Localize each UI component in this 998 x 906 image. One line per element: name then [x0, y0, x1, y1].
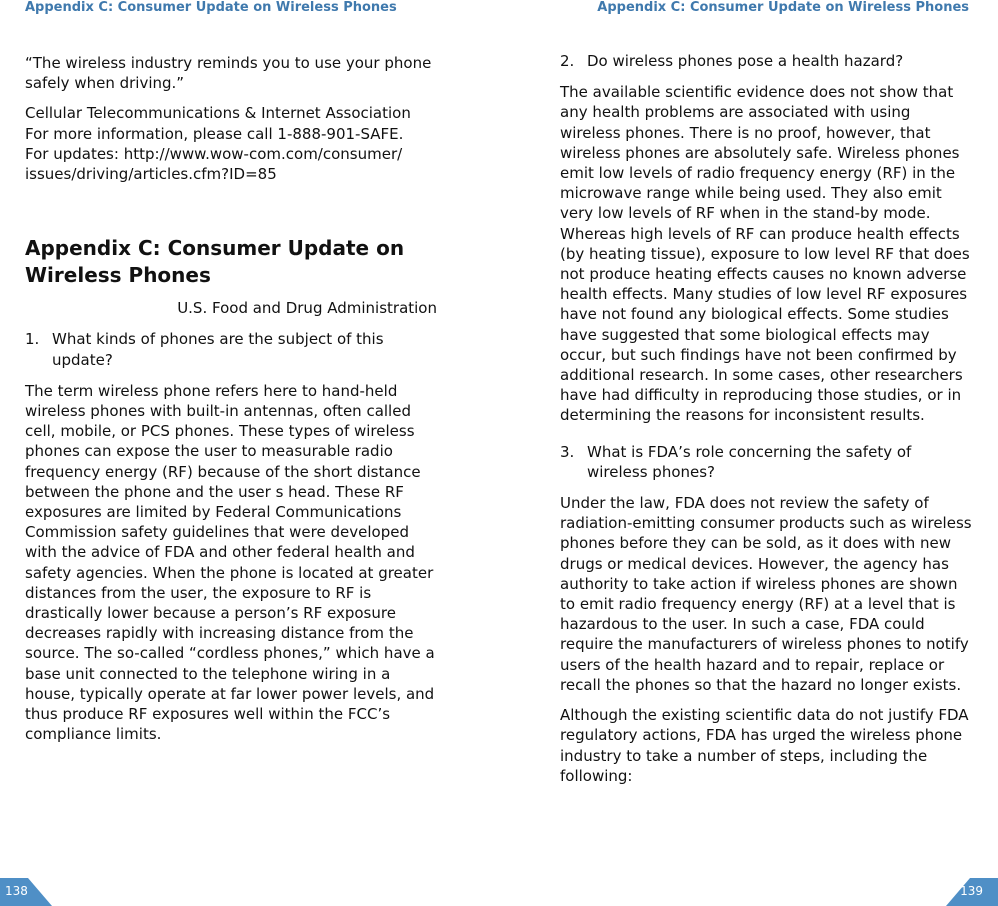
answer-3-paragraph-2: Although the existing scientific data do not justify FDA regulatory actions, FDA has urged the wireless phone industry to take a number of steps, including the following:	[560, 706, 969, 785]
question-text: What is FDA’s role concerning the safety of wireless phones?	[587, 442, 912, 481]
question-number: 3.	[560, 442, 575, 461]
association-block	[25, 103, 437, 184]
page-number-right: 139	[960, 884, 983, 898]
running-head-left: Appendix C: Consumer Update on Wireless Phones	[25, 0, 397, 15]
question-text: Do wireless phones pose a health hazard?	[587, 52, 904, 70]
page-number-tab-right	[944, 878, 998, 906]
agency-name: U.S. Food and Drug Administration	[177, 299, 437, 318]
association-line: Cellular Telecommunications & Internet Association	[25, 104, 411, 123]
page-number-left: 138	[5, 884, 28, 898]
question-2	[560, 51, 972, 71]
association-line: For updates: http://www.wow-com.com/consumer/	[25, 144, 403, 163]
association-line: For more information, please call 1-888-901-SAFE.	[25, 124, 404, 143]
page-number-tab-left	[0, 878, 54, 906]
question-number: 1.	[25, 330, 40, 349]
answer-3-paragraph-1: Under the law, FDA does not review the safety of radiation-emitting consumer products such as wireless phones before they can be sold, as it does with new drugs or medical devices. However, the agency has authority to take action if wireless phones are shown to emit radio frequency energy (RF) at a level that is hazardous to the user. In such a case, FDA could require the manufacturers of wireless phones to notify users of the health hazard and to repair, replace or recall the phones so that the hazard no longer exists.	[560, 494, 972, 694]
driving-quote: “The wireless industry reminds you to use your phone safely when driving.”	[25, 54, 432, 93]
question-3	[560, 442, 972, 482]
appendix-heading: Appendix C: Consumer Update on Wireless Phones	[25, 236, 405, 288]
left-page-column	[25, 53, 437, 744]
association-line: issues/driving/articles.cfm?ID=85	[25, 165, 277, 184]
answer-1: The term wireless phone refers here to hand-held wireless phones with built-in antennas, often called cell, mobile, or PCS phones. These types of wireless phones can expose the user to measurable radio frequency energy (RF) because of the short distance between the phone and the user s head. These RF exposures are limited by Federal Communications Commission safety guidelines that were developed with the advice of FDA and other federal health and safety agencies. When the phone is located at greater distances from the user, the exposure to RF is drastically lower because a person’s RF exposure decreases rapidly with increasing distance from the source. The so-called “cordless phones,” which have a base unit connected to the telephone wiring in a house, typically operate at far lower power levels, and thus produce RF exposures well within the FCC’s compliance limits.	[25, 381, 435, 744]
question-1	[25, 329, 437, 369]
question-number: 2.	[560, 52, 575, 70]
question-text: What kinds of phones are the subject of this update?	[52, 330, 384, 369]
right-page-column	[560, 51, 972, 786]
running-head-right: Appendix C: Consumer Update on Wireless Phones	[597, 0, 969, 15]
answer-2: The available scientific evidence does not show that any health problems are associated with using wireless phones. There is no proof, however, that wireless phones are absolutely safe. Wireless phones emit low levels of radio frequency energy (RF) in the microwave range while being used. They also emit very low levels of RF when in the stand-by mode. Whereas high levels of RF can produce health effects (by heating tissue), exposure to low level RF that does not produce heating effects causes no known adverse health effects. Many studies of low level RF exposures have not found any biological effects. Some studies have suggested that some biological effects may occur, but such findings have not been confirmed by additional research. In some cases, other researchers have had difficulty in reproducing those studies, or in determining the reasons for inconsistent results.	[560, 83, 970, 425]
